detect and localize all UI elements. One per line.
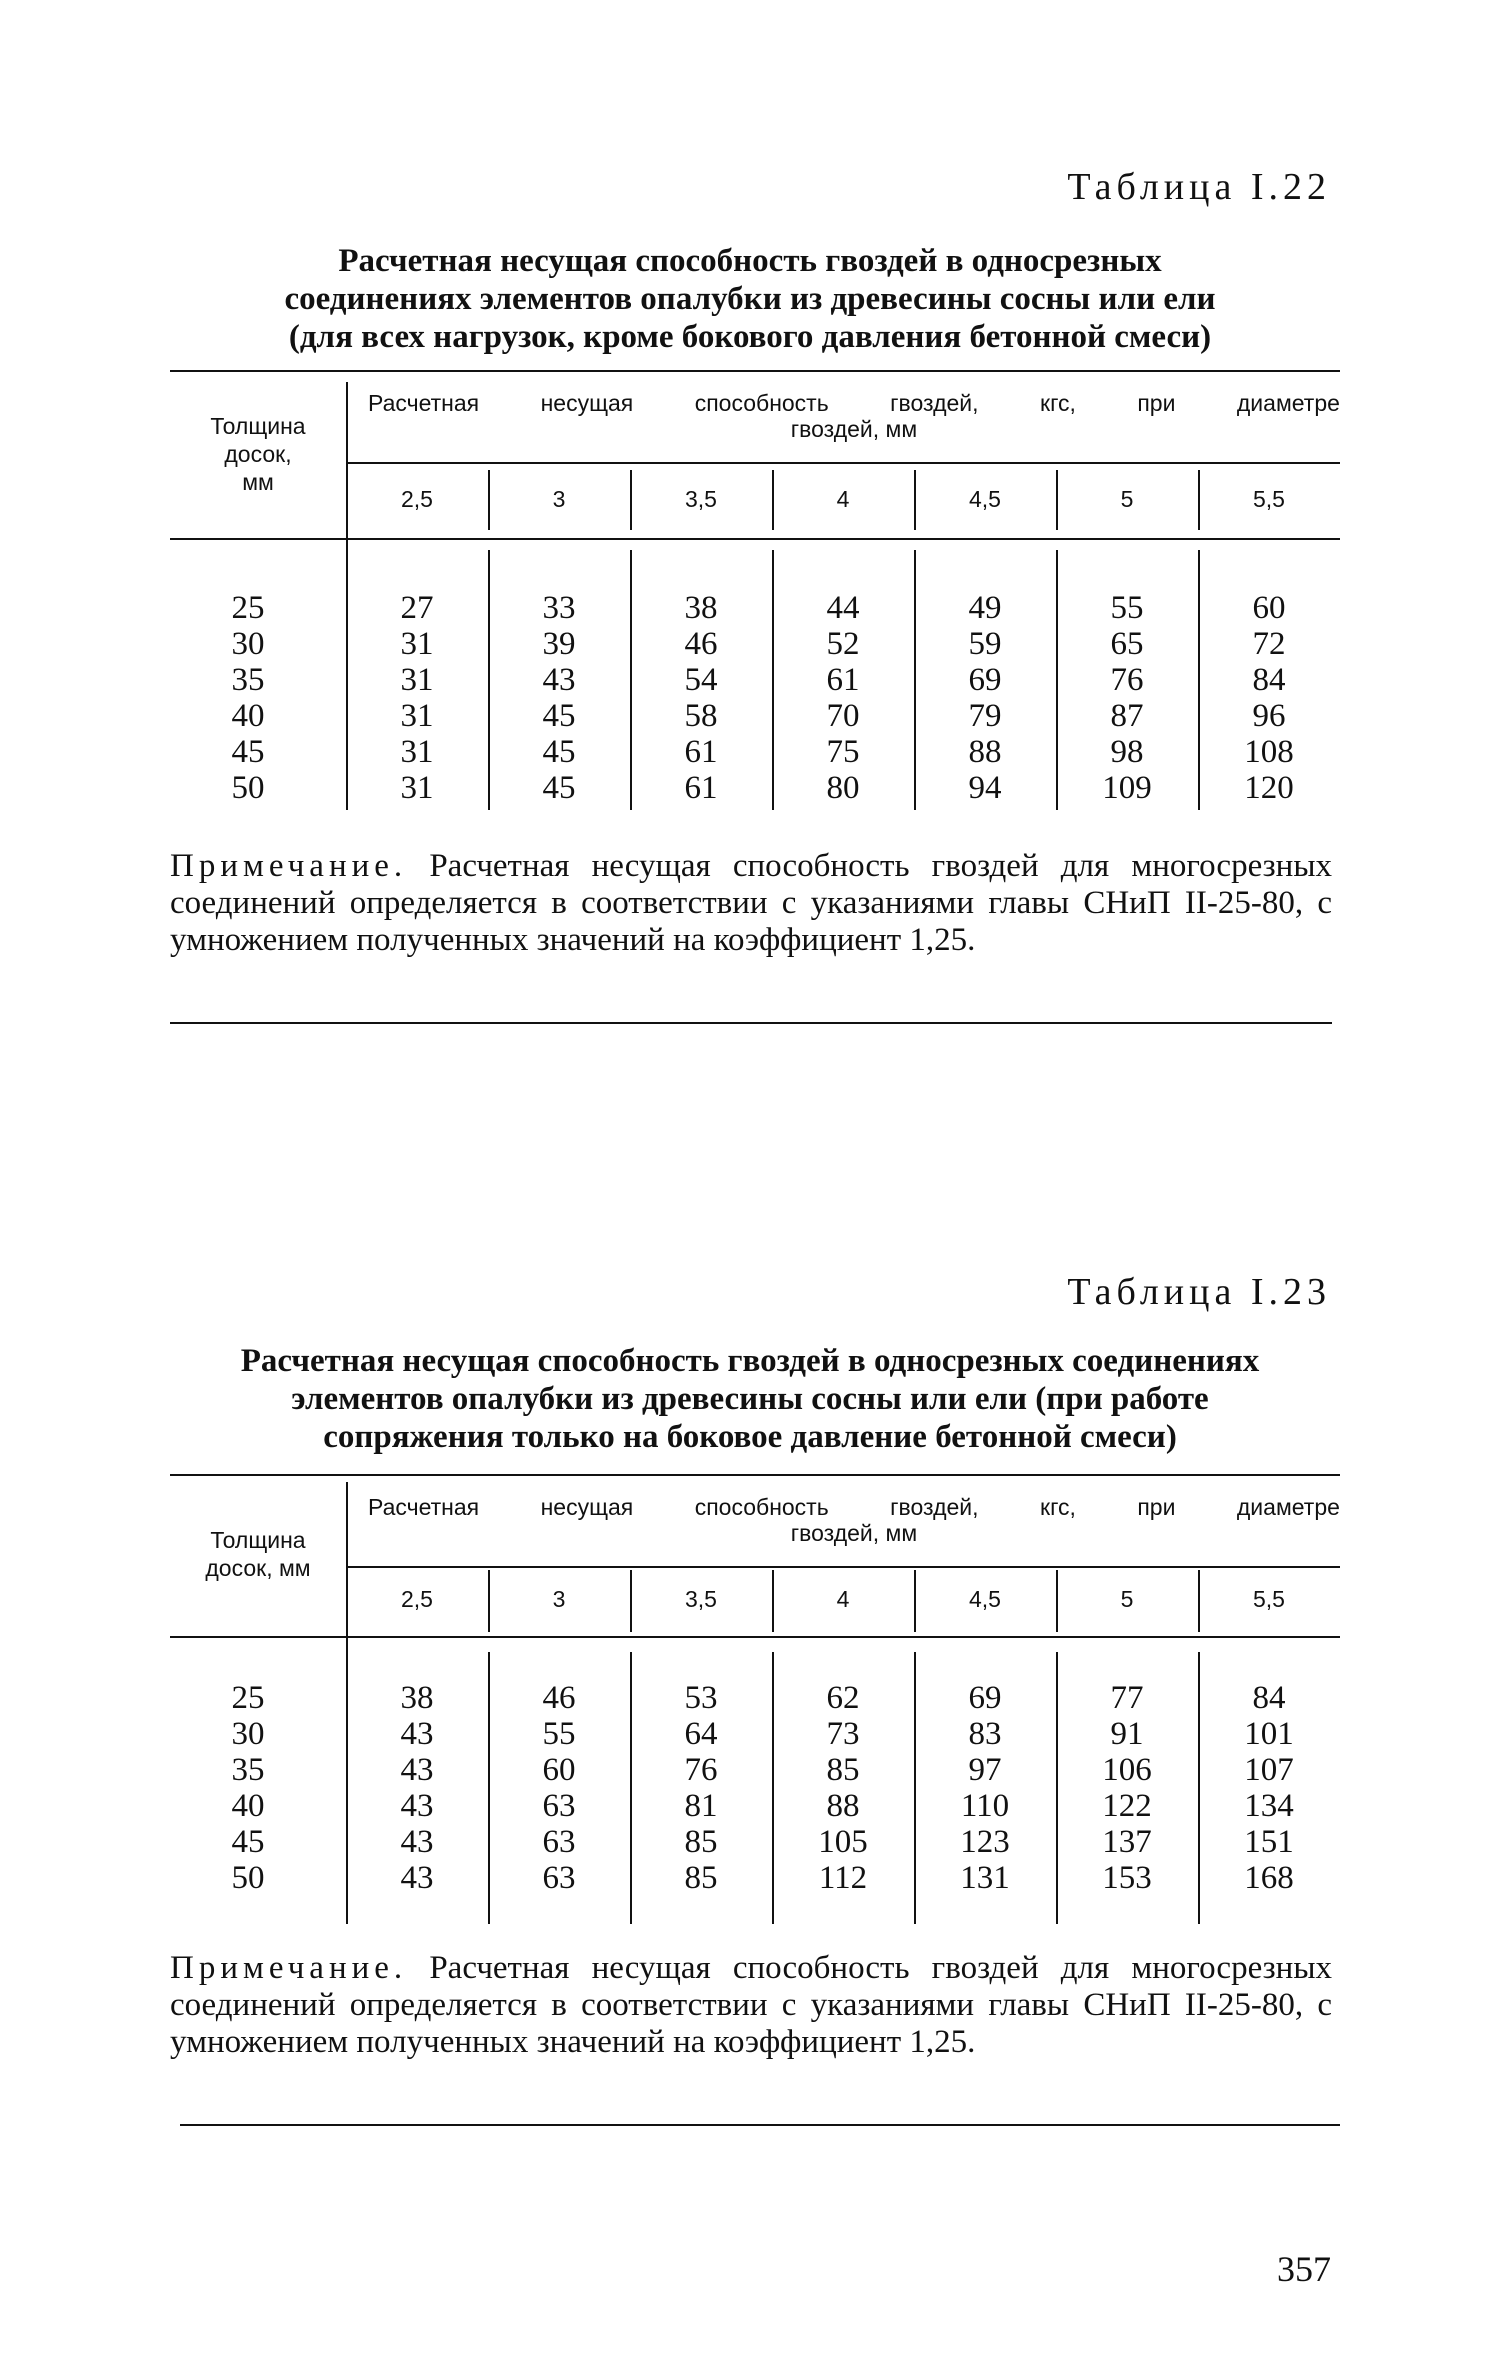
value-cell: 73 xyxy=(826,1716,860,1752)
value-cell: 131 xyxy=(960,1860,1010,1896)
span-header-word: Расчетная xyxy=(368,390,480,416)
thickness-cell: 45 xyxy=(231,734,265,770)
value-cell: 151 xyxy=(1244,1824,1294,1860)
row-header-line: досок, мм xyxy=(205,1555,311,1581)
column-separator xyxy=(488,1570,490,1632)
value-cell: 58 xyxy=(684,698,718,734)
thickness-cell: 45 xyxy=(231,1824,265,1860)
value-cell: 83 xyxy=(968,1716,1002,1752)
span-header-word: при xyxy=(1137,390,1176,416)
value-cell: 31 xyxy=(400,698,434,734)
value-cell: 52 xyxy=(826,626,860,662)
value-cell: 55 xyxy=(1110,590,1144,626)
span-header-word: способность xyxy=(694,1494,829,1520)
value-cell: 43 xyxy=(400,1788,434,1824)
diameter-label: 5 xyxy=(1120,486,1134,512)
value-cell: 91 xyxy=(1110,1716,1144,1752)
table-title xyxy=(160,1342,1340,1456)
title-line: элементов опалубки из древесины сосны или ели (при работе xyxy=(291,1381,1209,1417)
value-cell: 106 xyxy=(1102,1752,1152,1788)
column-separator xyxy=(630,470,632,530)
diameter-label: 4,5 xyxy=(969,1586,1001,1612)
title-line: Расчетная несущая способность гвоздей в односрезных xyxy=(338,243,1162,279)
table-caption: Таблица I.23 xyxy=(1067,1271,1331,1313)
header-mid-rule xyxy=(346,1566,1340,1568)
column-separator xyxy=(1056,470,1058,530)
value-cell: 87 xyxy=(1110,698,1144,734)
diameter-label: 5,5 xyxy=(1253,1586,1285,1612)
value-cell: 84 xyxy=(1252,1680,1286,1716)
row-header xyxy=(170,1526,346,1582)
note-text: Расчетная несущая способность гвоздей для многосрезных соединений определяется в соответствии с указаниями главы СНиП II-25-80, с умножением полученных значений на коэффициент 1,25. xyxy=(170,848,1332,958)
diameter-label: 5,5 xyxy=(1253,486,1285,512)
row-header xyxy=(170,412,346,496)
row-header-line: мм xyxy=(242,469,274,495)
value-cell: 43 xyxy=(542,662,576,698)
value-cell: 80 xyxy=(826,770,860,806)
value-cell: 33 xyxy=(542,590,576,626)
table-title xyxy=(160,242,1340,356)
table-caption: Таблица I.22 xyxy=(1067,166,1331,208)
note-lead: Примечание. xyxy=(170,1950,408,1986)
value-cell: 63 xyxy=(542,1824,576,1860)
thickness-cell: 30 xyxy=(231,626,265,662)
diameter-label: 4 xyxy=(836,1586,850,1612)
value-cell: 105 xyxy=(818,1824,868,1860)
column-separator xyxy=(772,1570,774,1632)
value-cell: 85 xyxy=(684,1860,718,1896)
value-cell: 45 xyxy=(542,698,576,734)
column-separator xyxy=(772,470,774,530)
note-text: Расчетная несущая способность гвоздей для многосрезных соединений определяется в соответствии с указаниями главы СНиП II-25-80, с умножением полученных значений на коэффициент 1,25. xyxy=(170,1950,1332,2060)
diameter-label: 3 xyxy=(552,1586,566,1612)
value-cell: 85 xyxy=(684,1824,718,1860)
column-separator xyxy=(914,1570,916,1632)
diameter-label: 2,5 xyxy=(401,486,433,512)
span-header-word: гвоздей, xyxy=(890,1494,979,1520)
value-cell: 123 xyxy=(960,1824,1010,1860)
span-header-word: кгс, xyxy=(1040,390,1076,416)
table-note xyxy=(170,848,1332,959)
value-cell: 65 xyxy=(1110,626,1144,662)
diameter-label: 3,5 xyxy=(685,1586,717,1612)
value-cell: 84 xyxy=(1252,662,1286,698)
title-line: соединениях элементов опалубки из древесины сосны или ели xyxy=(284,281,1216,317)
span-header-word: кгс, xyxy=(1040,1494,1076,1520)
value-cell: 62 xyxy=(826,1680,860,1716)
section-divider xyxy=(180,2124,1340,2126)
value-cell: 39 xyxy=(542,626,576,662)
section-divider xyxy=(170,1022,1332,1024)
value-cell: 88 xyxy=(826,1788,860,1824)
value-cell: 120 xyxy=(1244,770,1294,806)
value-cell: 44 xyxy=(826,590,860,626)
diameter-label: 3 xyxy=(552,486,566,512)
value-cell: 55 xyxy=(542,1716,576,1752)
value-cell: 134 xyxy=(1244,1788,1294,1824)
value-cell: 45 xyxy=(542,734,576,770)
value-cell: 31 xyxy=(400,734,434,770)
value-cell: 81 xyxy=(684,1788,718,1824)
value-cell: 64 xyxy=(684,1716,718,1752)
column-separator xyxy=(1198,1570,1200,1632)
value-cell: 60 xyxy=(542,1752,576,1788)
value-cell: 101 xyxy=(1244,1716,1294,1752)
value-cell: 94 xyxy=(968,770,1002,806)
span-header-line2: гвоздей, мм xyxy=(790,1520,918,1546)
span-header-word: гвоздей, xyxy=(890,390,979,416)
span-header-words xyxy=(368,390,1340,416)
value-cell: 31 xyxy=(400,626,434,662)
title-line: сопряжения только на боковое давление бетонной смеси) xyxy=(323,1419,1177,1455)
title-line: (для всех нагрузок, кроме бокового давления бетонной смеси) xyxy=(288,319,1212,355)
thickness-cell: 40 xyxy=(231,698,265,734)
value-cell: 46 xyxy=(542,1680,576,1716)
value-cell: 38 xyxy=(684,590,718,626)
value-cell: 61 xyxy=(684,770,718,806)
value-cell: 122 xyxy=(1102,1788,1152,1824)
row-header-line: Толщина xyxy=(210,1527,306,1553)
value-cell: 85 xyxy=(826,1752,860,1788)
value-cell: 63 xyxy=(542,1860,576,1896)
value-cell: 153 xyxy=(1102,1860,1152,1896)
diameter-label: 4 xyxy=(836,486,850,512)
value-cell: 75 xyxy=(826,734,860,770)
value-cell: 31 xyxy=(400,770,434,806)
thickness-cell: 40 xyxy=(231,1788,265,1824)
diameter-label: 2,5 xyxy=(401,1586,433,1612)
value-cell: 79 xyxy=(968,698,1002,734)
thickness-cell: 35 xyxy=(231,1752,265,1788)
value-cell: 54 xyxy=(684,662,718,698)
value-cell: 77 xyxy=(1110,1680,1144,1716)
value-cell: 53 xyxy=(684,1680,718,1716)
value-cell: 137 xyxy=(1102,1824,1152,1860)
value-cell: 108 xyxy=(1244,734,1294,770)
value-cell: 45 xyxy=(542,770,576,806)
value-cell: 76 xyxy=(1110,662,1144,698)
value-cell: 38 xyxy=(400,1680,434,1716)
value-cell: 97 xyxy=(968,1752,1002,1788)
span-header-word: диаметре xyxy=(1236,390,1340,416)
thickness-cell: 30 xyxy=(231,1716,265,1752)
value-cell: 43 xyxy=(400,1860,434,1896)
span-header-word: Расчетная xyxy=(368,1494,480,1520)
value-cell: 63 xyxy=(542,1788,576,1824)
span-header-word: несущая xyxy=(540,1494,634,1520)
diameter-label: 3,5 xyxy=(685,486,717,512)
diameter-label: 4,5 xyxy=(969,486,1001,512)
value-cell: 59 xyxy=(968,626,1002,662)
thickness-cell: 25 xyxy=(231,1680,265,1716)
value-cell: 49 xyxy=(968,590,1002,626)
span-header-word: несущая xyxy=(540,390,634,416)
value-cell: 72 xyxy=(1252,626,1286,662)
row-header-line: Толщина xyxy=(210,413,306,439)
note-lead: Примечание. xyxy=(170,848,408,884)
span-header xyxy=(368,1494,1340,1546)
value-cell: 61 xyxy=(684,734,718,770)
value-cell: 69 xyxy=(968,1680,1002,1716)
span-header-word: при xyxy=(1137,1494,1176,1520)
span-header-words xyxy=(368,1494,1340,1520)
value-cell: 43 xyxy=(400,1824,434,1860)
value-cell: 60 xyxy=(1252,590,1286,626)
table-top-rule xyxy=(170,370,1340,372)
thickness-cell: 50 xyxy=(231,1860,265,1896)
header-mid-rule xyxy=(346,462,1340,464)
table-top-rule xyxy=(170,1474,1340,1476)
span-header-word: диаметре xyxy=(1236,1494,1340,1520)
value-cell: 69 xyxy=(968,662,1002,698)
value-cell: 43 xyxy=(400,1716,434,1752)
value-cell: 31 xyxy=(400,662,434,698)
value-cell: 96 xyxy=(1252,698,1286,734)
row-header-line: досок, xyxy=(224,441,292,467)
value-cell: 107 xyxy=(1244,1752,1294,1788)
column-separator xyxy=(630,1570,632,1632)
span-header-word: способность xyxy=(694,390,829,416)
page-number: 357 xyxy=(1277,2249,1331,2289)
value-cell: 112 xyxy=(818,1860,868,1896)
value-cell: 27 xyxy=(400,590,434,626)
table-note xyxy=(170,1950,1332,2061)
value-cell: 98 xyxy=(1110,734,1144,770)
value-cell: 43 xyxy=(400,1752,434,1788)
value-cell: 88 xyxy=(968,734,1002,770)
value-cell: 168 xyxy=(1244,1860,1294,1896)
nail-capacity-table xyxy=(170,370,1340,810)
value-cell: 61 xyxy=(826,662,860,698)
column-separator xyxy=(914,470,916,530)
column-separator xyxy=(488,470,490,530)
thickness-cell: 50 xyxy=(231,770,265,806)
nail-capacity-table xyxy=(170,1474,1340,1924)
thickness-cell: 35 xyxy=(231,662,265,698)
title-line: Расчетная несущая способность гвоздей в односрезных соединениях xyxy=(240,1343,1260,1379)
thickness-cell: 25 xyxy=(231,590,265,626)
value-cell: 46 xyxy=(684,626,718,662)
column-separator xyxy=(1198,470,1200,530)
value-cell: 76 xyxy=(684,1752,718,1788)
diameter-label: 5 xyxy=(1120,1586,1134,1612)
value-cell: 109 xyxy=(1102,770,1152,806)
span-header-line2: гвоздей, мм xyxy=(790,416,918,442)
column-separator xyxy=(1056,1570,1058,1632)
value-cell: 110 xyxy=(960,1788,1010,1824)
span-header xyxy=(368,390,1340,442)
value-cell: 70 xyxy=(826,698,860,734)
